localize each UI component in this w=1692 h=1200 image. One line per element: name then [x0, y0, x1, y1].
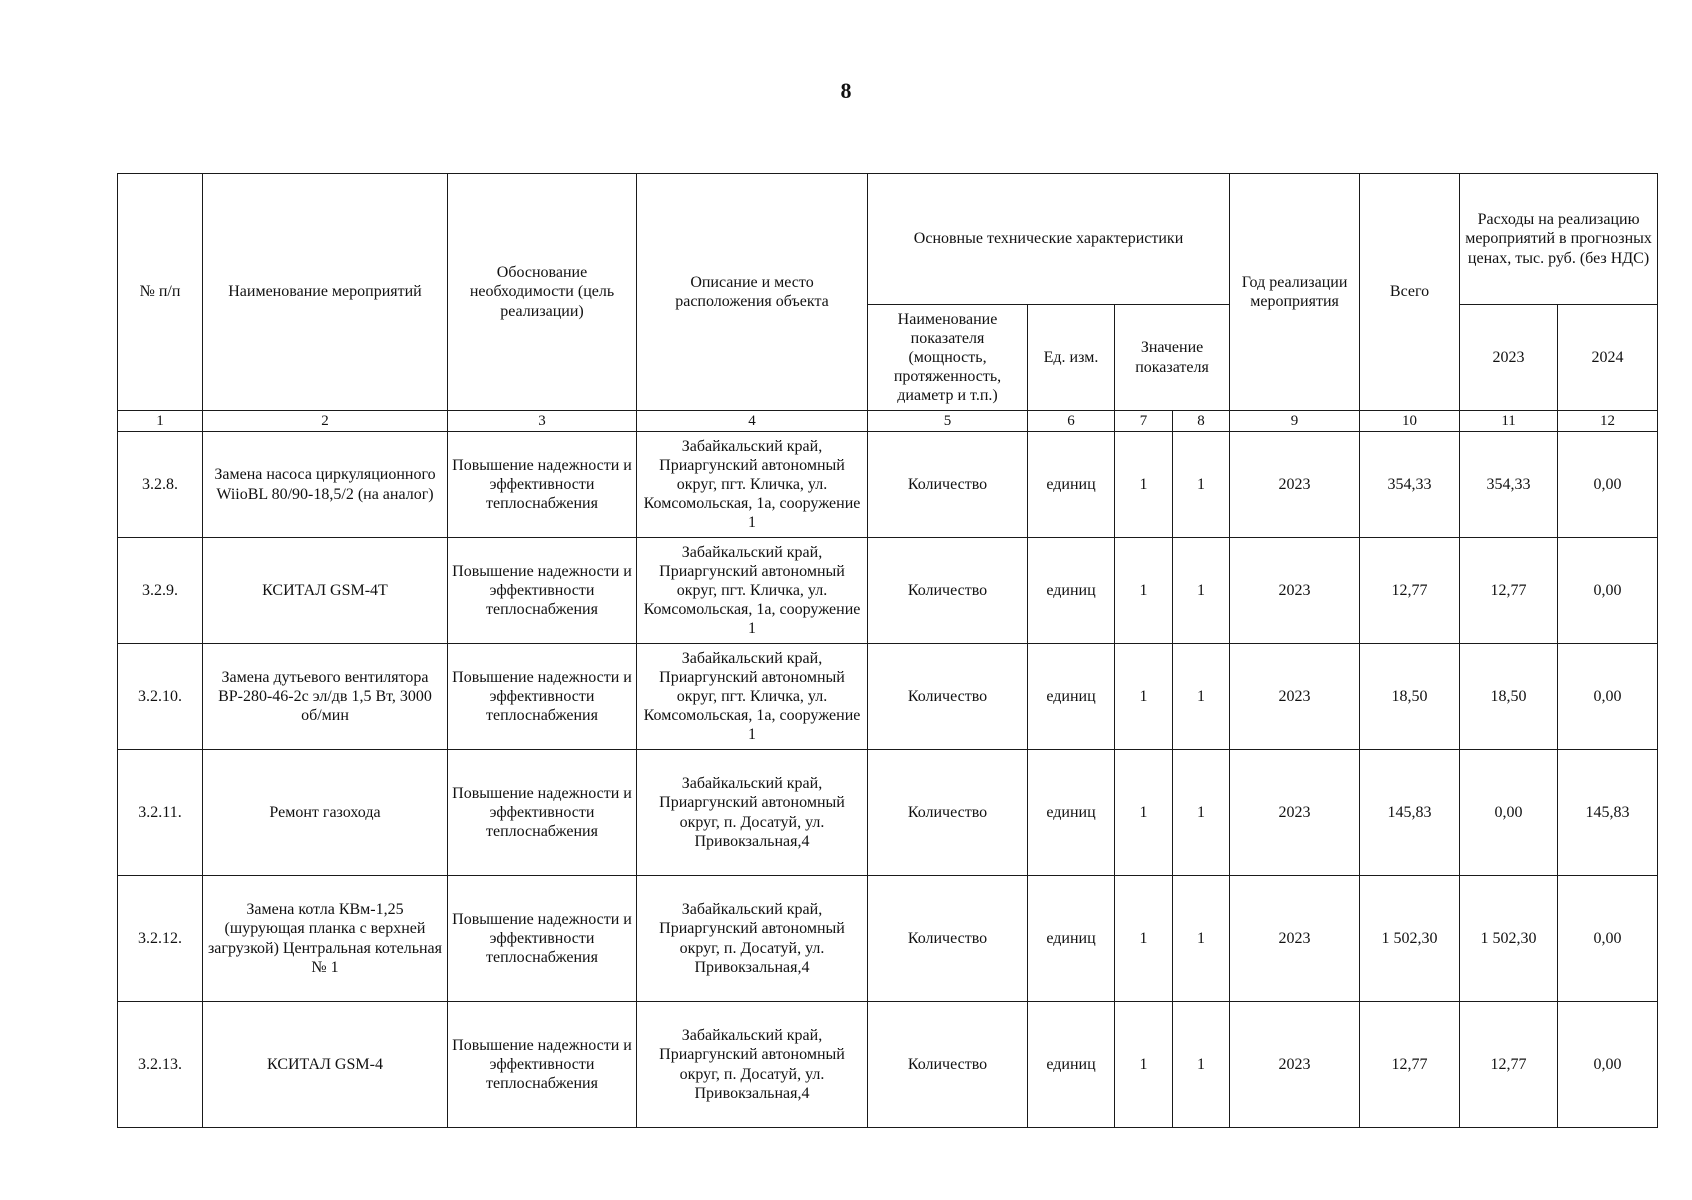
header-value: Значение показателя	[1115, 305, 1230, 411]
cell-year: 2023	[1230, 644, 1360, 750]
cell-name: Замена дутьевого вентилятора ВР-280-46-2с эл/дв 1,5 Вт, 3000 об/мин	[203, 644, 448, 750]
cell-description: Забайкальский край, Приаргунский автономный округ, п. Досатуй, ул. Привокзальная,4	[637, 1002, 868, 1128]
column-number: 3	[448, 411, 637, 432]
cell-total: 18,50	[1360, 644, 1460, 750]
cell-indicator: Количество	[868, 644, 1028, 750]
cell-num: 3.2.9.	[118, 538, 203, 644]
cell-total: 1 502,30	[1360, 876, 1460, 1002]
cell-name: Замена насоса циркуляционного WiioBL 80/90-18,5/2 (на аналог)	[203, 432, 448, 538]
cell-2023: 0,00	[1460, 750, 1558, 876]
cell-value-8: 1	[1173, 432, 1230, 538]
cell-reason: Повышение надежности и эффективности теплоснабжения	[448, 876, 637, 1002]
header-year-2023: 2023	[1460, 305, 1558, 411]
cell-unit: единиц	[1028, 432, 1115, 538]
cell-unit: единиц	[1028, 750, 1115, 876]
cell-2023: 12,77	[1460, 1002, 1558, 1128]
cell-value-7: 1	[1115, 1002, 1173, 1128]
cell-2024: 0,00	[1558, 432, 1658, 538]
cell-indicator: Количество	[868, 876, 1028, 1002]
header-unit: Ед. изм.	[1028, 305, 1115, 411]
cell-num: 3.2.12.	[118, 876, 203, 1002]
column-number: 10	[1360, 411, 1460, 432]
cell-name: Ремонт газохода	[203, 750, 448, 876]
column-number: 1	[118, 411, 203, 432]
header-num: № п/п	[118, 174, 203, 411]
cell-value-7: 1	[1115, 750, 1173, 876]
cell-2024: 0,00	[1558, 644, 1658, 750]
cell-value-7: 1	[1115, 432, 1173, 538]
cell-unit: единиц	[1028, 644, 1115, 750]
cell-num: 3.2.8.	[118, 432, 203, 538]
cell-total: 354,33	[1360, 432, 1460, 538]
cell-description: Забайкальский край, Приаргунский автономный округ, п. Досатуй, ул. Привокзальная,4	[637, 750, 868, 876]
table-row	[118, 1002, 1658, 1128]
header-year: Год реализации мероприятия	[1230, 174, 1360, 411]
column-number: 11	[1460, 411, 1558, 432]
cell-unit: единиц	[1028, 876, 1115, 1002]
cell-value-8: 1	[1173, 750, 1230, 876]
column-number: 5	[868, 411, 1028, 432]
table-row	[118, 644, 1658, 750]
cell-indicator: Количество	[868, 538, 1028, 644]
table-row	[118, 876, 1658, 1002]
cell-name: КСИТАЛ GSM-4	[203, 1002, 448, 1128]
header-description: Описание и место расположения объекта	[637, 174, 868, 411]
cell-year: 2023	[1230, 538, 1360, 644]
table-body	[118, 432, 1658, 1128]
cell-value-8: 1	[1173, 876, 1230, 1002]
table-row	[118, 538, 1658, 644]
cell-name: Замена котла КВм-1,25 (шурующая планка с верхней загрузкой) Центральная котельная № 1	[203, 876, 448, 1002]
cell-value-8: 1	[1173, 644, 1230, 750]
cell-unit: единиц	[1028, 1002, 1115, 1128]
cell-2023: 18,50	[1460, 644, 1558, 750]
table-header	[118, 174, 1658, 432]
cell-indicator: Количество	[868, 750, 1028, 876]
cell-value-7: 1	[1115, 538, 1173, 644]
column-number: 6	[1028, 411, 1115, 432]
cell-num: 3.2.10.	[118, 644, 203, 750]
column-number: 9	[1230, 411, 1360, 432]
header-name: Наименование мероприятий	[203, 174, 448, 411]
column-number: 8	[1173, 411, 1230, 432]
column-number: 12	[1558, 411, 1658, 432]
cell-2023: 1 502,30	[1460, 876, 1558, 1002]
header-indicator: Наименование показателя (мощность, протяженность, диаметр и т.п.)	[868, 305, 1028, 411]
cell-indicator: Количество	[868, 432, 1028, 538]
cell-2024: 145,83	[1558, 750, 1658, 876]
cell-2024: 0,00	[1558, 538, 1658, 644]
table-row	[118, 750, 1658, 876]
column-number: 2	[203, 411, 448, 432]
column-numbers-row	[118, 411, 1658, 432]
cell-year: 2023	[1230, 750, 1360, 876]
cell-year: 2023	[1230, 1002, 1360, 1128]
cell-value-8: 1	[1173, 1002, 1230, 1128]
cell-total: 12,77	[1360, 538, 1460, 644]
cell-description: Забайкальский край, Приаргунский автономный округ, пгт. Кличка, ул. Комсомольская, 1а, сооружение 1	[637, 538, 868, 644]
cell-total: 12,77	[1360, 1002, 1460, 1128]
cell-value-8: 1	[1173, 538, 1230, 644]
cell-description: Забайкальский край, Приаргунский автономный округ, пгт. Кличка, ул. Комсомольская, 1а, сооружение 1	[637, 644, 868, 750]
cell-name: КСИТАЛ GSM-4T	[203, 538, 448, 644]
cell-num: 3.2.13.	[118, 1002, 203, 1128]
cell-reason: Повышение надежности и эффективности теплоснабжения	[448, 432, 637, 538]
cell-value-7: 1	[1115, 644, 1173, 750]
cell-year: 2023	[1230, 432, 1360, 538]
cell-reason: Повышение надежности и эффективности теплоснабжения	[448, 644, 637, 750]
cell-total: 145,83	[1360, 750, 1460, 876]
cell-2024: 0,00	[1558, 876, 1658, 1002]
table-row	[118, 432, 1658, 538]
cell-num: 3.2.11.	[118, 750, 203, 876]
cell-description: Забайкальский край, Приаргунский автономный округ, п. Досатуй, ул. Привокзальная,4	[637, 876, 868, 1002]
page-number: 8	[840, 78, 852, 103]
header-reason: Обоснование необходимости (цель реализации)	[448, 174, 637, 411]
cell-2023: 354,33	[1460, 432, 1558, 538]
cell-reason: Повышение надежности и эффективности теплоснабжения	[448, 750, 637, 876]
cell-year: 2023	[1230, 876, 1360, 1002]
measures-table	[117, 173, 1658, 1128]
header-year-2024: 2024	[1558, 305, 1658, 411]
cell-value-7: 1	[1115, 876, 1173, 1002]
cell-unit: единиц	[1028, 538, 1115, 644]
header-costs: Расходы на реализацию мероприятий в прогнозных ценах, тыс. руб. (без НДС)	[1460, 174, 1658, 305]
cell-2024: 0,00	[1558, 1002, 1658, 1128]
cell-indicator: Количество	[868, 1002, 1028, 1128]
column-number: 7	[1115, 411, 1173, 432]
header-tech-characteristics: Основные технические характеристики	[868, 174, 1230, 305]
column-number: 4	[637, 411, 868, 432]
cell-2023: 12,77	[1460, 538, 1558, 644]
cell-reason: Повышение надежности и эффективности теплоснабжения	[448, 1002, 637, 1128]
header-total: Всего	[1360, 174, 1460, 411]
cell-description: Забайкальский край, Приаргунский автономный округ, пгт. Кличка, ул. Комсомольская, 1а, сооружение 1	[637, 432, 868, 538]
cell-reason: Повышение надежности и эффективности теплоснабжения	[448, 538, 637, 644]
